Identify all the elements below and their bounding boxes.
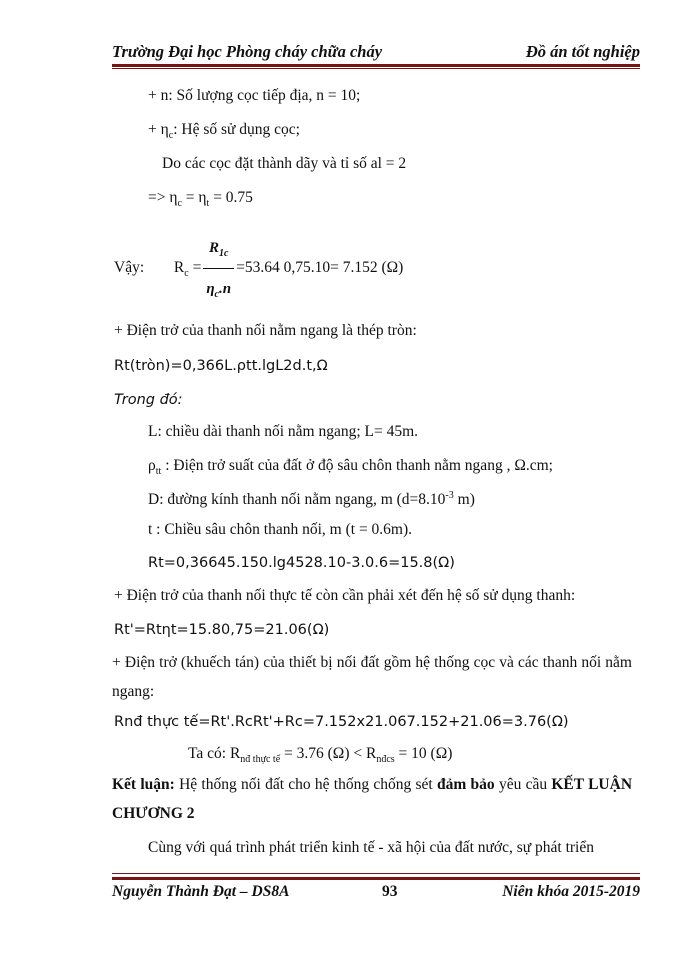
frac-num-sub: 1c <box>218 248 229 259</box>
line-n-def: + n: Số lượng cọc tiếp địa, n = 10; <box>148 87 361 104</box>
arrow-end: = 0.75 <box>209 189 253 206</box>
line-rt-formula: Rt(tròn)=0,366L.ρtt.lgL2d.t,Ω <box>114 358 328 374</box>
para-khuech-tan: + Điện trở (khuếch tán) của thiết bị nối đất gồm hệ thống cọc và các thanh nối nằm ngang: <box>112 654 632 700</box>
line-eta-def <box>148 120 300 140</box>
arrow-sub1: c <box>177 198 182 210</box>
taco-sub1: nđ thực tế <box>240 754 281 766</box>
eta-text: : Hệ số sử dụng cọc; <box>173 121 300 138</box>
frac-den: η <box>206 281 215 297</box>
vay-label: Vậy: <box>114 259 145 277</box>
arrow-text: => η <box>148 189 178 206</box>
line-eta-value <box>148 188 253 208</box>
line-cung-voi: Cùng với quá trình phát triển kinh tế - xã hội của đất nước, sự phát triển <box>148 839 594 856</box>
rc-sub: c <box>184 268 189 280</box>
line-do-cac: Do các cọc đặt thành dãy và tỉ số al = 2 <box>162 155 407 172</box>
rho-sub: tt <box>155 466 162 478</box>
chuong-heading: KẾT LUẬN CHƯƠNG 2 <box>112 776 633 822</box>
ket-luan-text: Hệ thống nối đất cho hệ thống chống sét <box>174 776 438 793</box>
arrow-mid: = η <box>181 189 207 206</box>
rc-fraction <box>203 228 234 309</box>
arrow-sub2: t <box>206 198 210 210</box>
frac-den-n: .n <box>219 281 232 297</box>
line-rc-formula <box>114 228 403 309</box>
para-ket-luan <box>112 770 632 828</box>
d-def-a: D: đường kính thanh nối nằm ngang, m (d=8.10 <box>148 491 446 508</box>
taco-sub2: nđcs <box>376 754 395 766</box>
page-footer <box>112 883 640 907</box>
d-def-sup: -3 <box>445 489 454 501</box>
line-trong-do: Trong đó: <box>114 392 183 408</box>
header-rule-thin <box>112 68 640 69</box>
line-dien-tro-ngang: + Điện trở của thanh nối nằm ngang là thép tròn: <box>114 322 417 339</box>
rc-tail: =53.64 0,75.10= 7.152 (Ω) <box>236 259 404 277</box>
line-rt-prime: Rt'=Rtηt=15.80,75=21.06(Ω) <box>114 622 330 638</box>
footer-rule <box>112 877 640 880</box>
rc-symbol: R <box>173 259 185 277</box>
line-rt-value: Rt=0,36645.150.lg4528.10-3.0.6=15.8(Ω) <box>148 555 455 571</box>
footer-rule-thin <box>112 873 640 874</box>
dam-bao: đảm bảo <box>437 776 495 793</box>
yeu-cau: yêu cầu <box>494 776 552 793</box>
page-number: 93 <box>382 883 398 900</box>
rho-text: : Điện trở suất của đất ở độ sâu chôn thanh nằm ngang , Ω.cm; <box>161 457 553 474</box>
header-title: Đồ án tốt nghiệp <box>525 42 640 61</box>
line-d-def <box>148 490 475 510</box>
line-t-def: t : Chiều sâu chôn thanh nối, m (t = 0.6m). <box>148 521 413 538</box>
footer-year: Niên khóa 2015-2019 <box>502 883 640 900</box>
header-school: Trường Đại học Phòng cháy chữa cháy <box>112 42 383 61</box>
rho-symbol: ρ <box>148 457 156 474</box>
footer-author: Nguyễn Thành Đạt – DS8A <box>112 883 290 900</box>
eta-sub: c <box>168 130 174 142</box>
taco-b: = 3.76 (Ω) < R <box>280 745 377 762</box>
d-def-b: m) <box>453 491 475 508</box>
ket-luan-label: Kết luận: <box>112 776 175 793</box>
taco-a: Ta có: R <box>188 745 241 762</box>
frac-den-sub: c <box>214 289 219 300</box>
frac-num: R <box>208 240 219 256</box>
rc-eq: = <box>188 259 202 277</box>
line-ta-co <box>188 744 452 764</box>
line-rho-def <box>148 456 553 476</box>
taco-c: = 10 (Ω) <box>394 745 453 762</box>
line-l-def: L: chiều dài thanh nối nằm ngang; L= 45m. <box>148 423 419 440</box>
header-rule <box>112 64 640 67</box>
line-thuc-te: + Điện trở của thanh nối thực tế còn cần phải xét đến hệ số sử dụng thanh: <box>114 587 576 604</box>
eta-symbol: + η <box>148 121 169 138</box>
page-header <box>112 36 640 66</box>
line-rnd-formula: Rnđ thực tế=Rt'.RcRt'+Rc=7.152x21.067.152+21.06=3.76(Ω) <box>114 714 569 730</box>
